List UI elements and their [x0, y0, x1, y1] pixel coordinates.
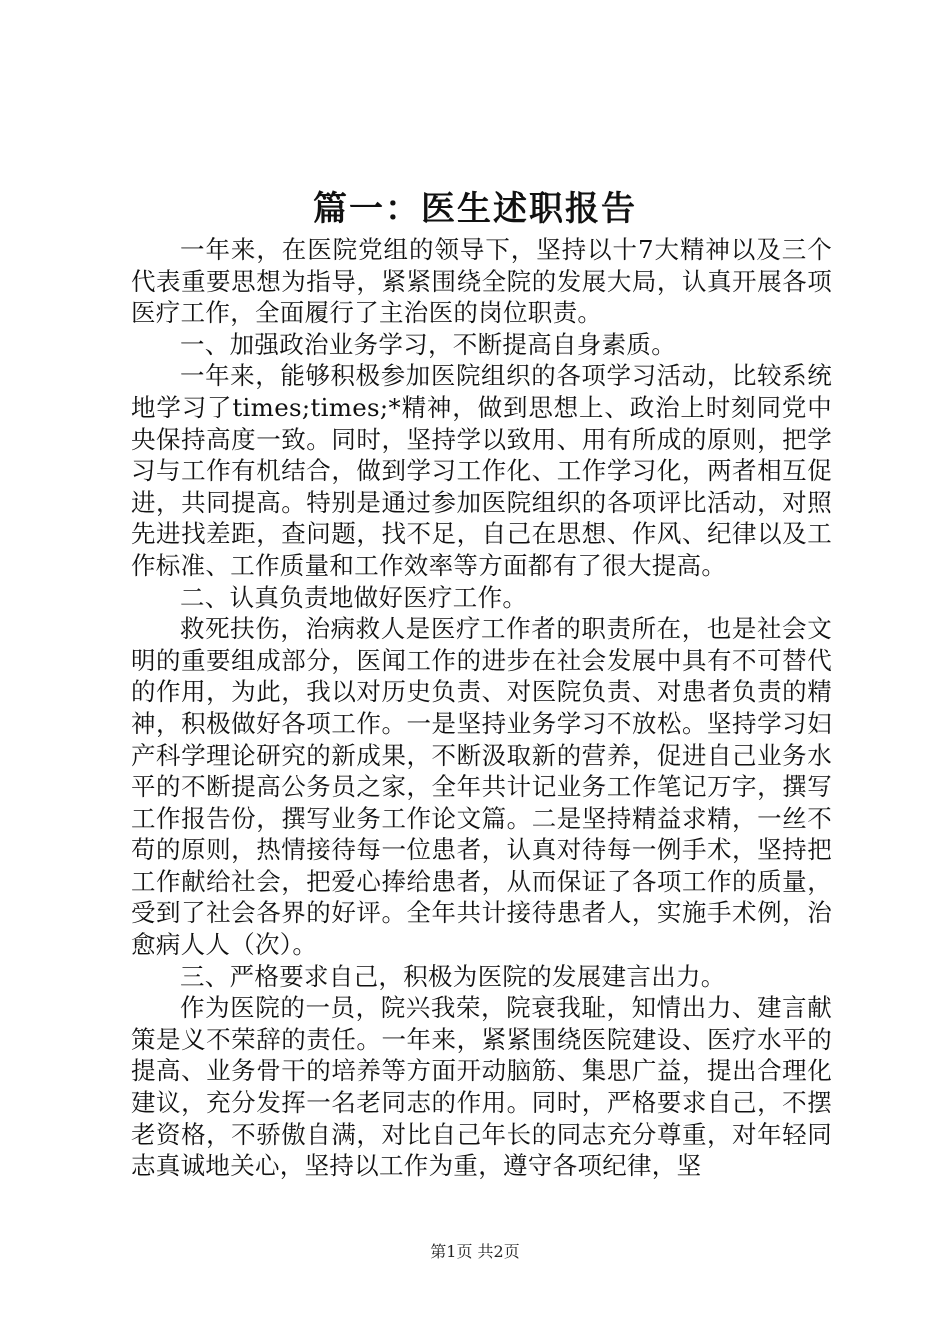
section-heading-3: 三、严格要求自己，积极为医院的发展建言出力。: [180, 961, 726, 991]
paragraph-intro: 一年来，在医院党组的领导下，坚持以十7大精神以及三个代表重要思想为指导，紧紧围绕全院的发展大局，认真开展各项医疗工作，全面履行了主治医的岗位职责。: [131, 235, 832, 328]
section-heading-2: 二、认真负责地做好医疗工作。: [180, 582, 528, 612]
paragraph-section-2: 救死扶伤，治病救人是医疗工作者的职责所在，也是社会文明的重要组成部分，医闻工作的进步在社会发展中具有不可替代的作用，为此，我以对历史负责、对医院负责、对患者负责的精神，积极做好各项工作。一是坚持业务学习不放松。坚持学习妇产科学理论研究的新成果，不断汲取新的营养，促进自己业务水平的不断提高公务员之家，全年共计记业务工作笔记万字，撰写工作报告份，撰写业务工作论文篇。二是坚持精益求精，一丝不苟的原则，热情接待每一位患者，认真对待每一例手术，坚持把工作献给社会，把爱心捧给患者，从而保证了各项工作的质量，受到了社会各界的好评。全年共计接待患者人，实施手术例，治愈病人人（次）。: [131, 614, 832, 960]
document-title: 篇一：医生述职报告: [313, 189, 637, 229]
section-heading-1: 一、加强政治业务学习，不断提高自身素质。: [180, 329, 676, 359]
page-number-footer: 第1页 共2页: [430, 1242, 520, 1261]
paragraph-section-3: 作为医院的一员，院兴我荣，院衰我耻，知情出力、建言献策是义不荣辞的责任。一年来，紧紧围绕医院建设、医疗水平的提高、业务骨干的培养等方面开动脑筋、集思广益，提出合理化建议，充分发挥一名老同志的作用。同时，严格要求自己，不摆老资格，不骄傲自满，对比自己年长的同志充分尊重，对年轻同志真诚地关心，坚持以工作为重，遵守各项纪律，坚: [131, 993, 832, 1181]
document-body: [131, 234, 832, 1182]
paragraph-section-1: 一年来，能够积极参加医院组织的各项学习活动，比较系统地学习了times;times;*精神，做到思想上、政治上时刻同党中央保持高度一致。同时，坚持学以致用、用有所成的原则，把学习与工作有机结合，做到学习工作化、工作学习化，两者相互促进，共同提高。特别是通过参加医院组织的各项评比活动，对照先进找差距，查问题，找不足，自己在思想、作风、纪律以及工作标准、工作质量和工作效率等方面都有了很大提高。: [131, 361, 832, 580]
